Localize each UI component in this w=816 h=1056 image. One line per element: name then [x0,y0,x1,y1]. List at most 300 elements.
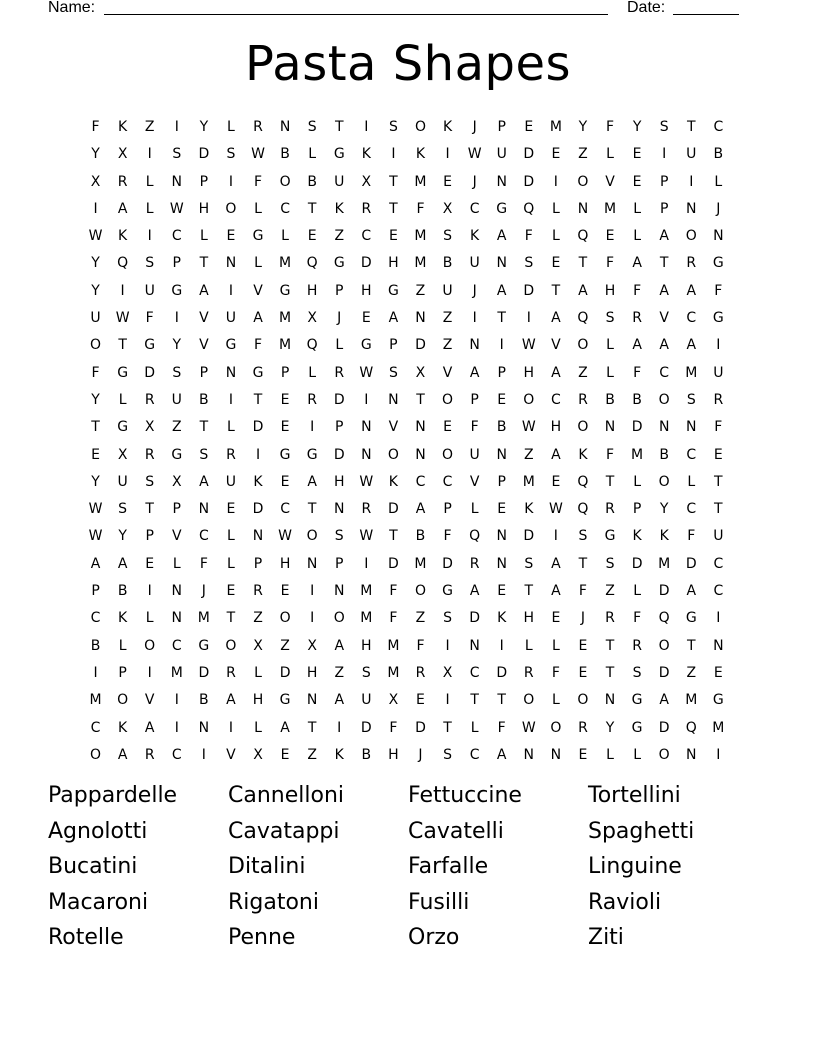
grid-letter: C [713,583,724,600]
grid-letter: I [553,528,558,545]
grid-letter: A [551,446,561,463]
grid-letter: P [659,173,669,190]
grid-letter: E [497,501,507,518]
grid-letter: G [442,583,453,600]
grid-letter: I [716,610,721,627]
word-list-item: Bucatini [48,854,138,879]
grid-letter: F [633,364,642,381]
grid-letter: T [307,719,317,736]
grid-letter: P [389,337,398,354]
grid-row [82,223,732,250]
grid-letter: E [524,119,534,135]
name-line[interactable] [104,14,608,15]
grid-row [82,387,732,414]
grid-letter: P [253,555,263,572]
grid-letter: Q [658,610,670,627]
grid-letter: G [225,337,237,354]
grid-letter: E [280,419,290,436]
grid-letter: E [578,746,588,763]
grid-row [82,360,732,387]
word-list-item: Cavatelli [408,818,504,844]
grid-letter: V [469,473,480,490]
grid-letter: A [659,282,669,299]
grid-letter: C [361,228,372,245]
grid-letter: I [93,664,98,681]
grid-letter: W [359,364,374,381]
grid-letter: N [658,419,670,436]
grid-letter: O [577,173,589,190]
grid-letter: I [689,173,694,190]
grid-letter: A [117,200,128,217]
grid-letter: N [361,419,372,436]
grid-letter: G [306,446,318,463]
grid-letter: H [604,282,616,299]
grid-letter: G [333,146,345,163]
grid-letter: C [171,746,182,763]
grid-letter: R [578,391,588,408]
grid-letter: A [686,583,697,600]
grid-letter: P [632,501,642,518]
grid-letter: F [443,528,452,545]
grid-letter: V [199,337,209,354]
grid-letter: G [496,200,508,217]
grid-letter: G [144,337,156,354]
grid-letter: A [307,473,317,490]
grid-letter: S [443,228,452,245]
grid-letter: H [361,637,372,654]
name-label: Name: [48,0,96,16]
grid-letter: N [496,255,507,272]
grid-letter: U [361,692,372,709]
grid-letter: T [226,610,236,627]
grid-letter: W [278,528,292,545]
grid-letter: H [252,692,264,709]
grid-letter: B [713,146,724,163]
grid-letter: C [280,501,290,518]
grid-letter: N [686,200,697,217]
grid-letter: G [712,310,724,327]
grid-letter: N [415,446,426,463]
grid-letter: W [88,501,103,518]
grid-letter: F [91,364,100,381]
grid-letter: O [658,391,670,408]
grid-letter: N [225,255,237,272]
grid-letter: A [388,310,399,327]
grid-row [82,633,732,660]
grid-letter: E [280,391,290,408]
grid-letter: R [605,610,615,627]
grid-letter: D [360,719,372,736]
grid-letter: P [335,419,344,436]
grid-letter: T [145,501,154,518]
grid-letter: I [174,719,179,736]
grid-letter: A [144,719,155,736]
grid-letter: T [605,473,615,490]
grid-letter: A [496,282,507,299]
grid-letter: I [228,719,233,736]
grid-letter: Q [469,528,481,545]
grid-letter: L [118,391,127,408]
grid-letter: F [551,664,560,681]
grid-letter: Y [632,119,642,135]
grid-letter: D [658,664,670,681]
grid-letter: C [469,200,480,217]
grid-letter: C [686,501,697,518]
grid-letter: I [472,310,477,327]
grid-letter: U [496,146,507,163]
grid-letter: M [414,228,427,245]
grid-letter: S [118,501,128,518]
grid-letter: T [578,255,588,272]
grid-letter: T [199,255,209,272]
grid-letter: R [469,555,480,572]
grid-letter: Z [578,364,588,381]
grid-letter: R [632,637,642,654]
grid-letter: M [414,255,427,272]
grid-letter: E [388,228,398,245]
grid-letter: X [171,473,182,490]
grid-letter: Q [577,473,589,490]
grid-letter: R [144,391,155,408]
grid-letter: V [388,419,399,436]
grid-letter: I [445,637,450,654]
date-label: Date: [627,0,666,16]
grid-letter: D [658,583,670,600]
grid-letter: B [415,528,426,545]
grid-letter: N [469,637,480,654]
grid-letter: T [470,692,479,709]
grid-letter: Q [577,501,589,518]
grid-letter: I [228,282,233,299]
grid-letter: O [90,746,102,763]
grid-letter: Q [306,337,318,354]
grid-letter: E [632,146,642,163]
grid-letter: B [632,391,642,408]
grid-letter: I [391,146,396,163]
grid-letter: I [93,200,98,217]
grid-letter: Q [577,228,589,245]
grid-letter: E [497,391,507,408]
grid-letter: E [497,583,507,600]
grid-letter: X [144,419,155,436]
grid-letter: O [442,446,454,463]
grid-letter: I [553,173,558,190]
grid-letter: O [279,610,291,627]
grid-letter: A [659,337,669,354]
grid-letter: N [306,692,318,709]
grid-letter: S [172,146,182,163]
grid-letter: D [360,255,372,272]
grid-letter: T [524,583,534,600]
grid-letter: J [472,282,477,299]
grid-row [82,332,732,359]
grid-letter: T [307,200,317,217]
grid-letter: F [253,173,263,190]
grid-letter: W [251,146,265,163]
grid-letter: M [522,473,535,490]
grid-letter: C [713,119,724,135]
grid-letter: G [252,228,264,245]
grid-letter: Z [605,583,615,600]
grid-letter: B [659,446,669,463]
word-list-item: Agnolotti [48,818,148,844]
grid-letter: V [226,746,236,763]
grid-letter: R [523,664,534,681]
grid-letter: J [716,200,721,217]
grid-letter: L [633,473,641,490]
grid-letter: A [199,473,209,490]
grid-letter: K [632,528,642,545]
grid-letter: B [117,583,128,600]
grid-letter: A [686,337,697,354]
grid-letter: P [91,583,100,600]
grid-letter: E [632,173,642,190]
word-list-item: Cavatappi [228,818,340,844]
grid-letter: C [90,719,101,736]
grid-letter: V [199,310,209,327]
grid-letter: M [603,200,617,217]
grid-letter: A [253,310,263,327]
grid-letter: R [686,255,697,272]
date-line[interactable] [673,14,739,15]
grid-letter: K [361,146,371,163]
grid-letter: F [714,419,723,436]
grid-letter: E [443,173,452,190]
grid-letter: O [414,119,426,135]
grid-letter: E [713,446,723,463]
grid-letter: H [361,282,372,299]
grid-letter: A [659,228,669,245]
grid-letter: I [147,583,152,600]
grid-letter: X [388,692,399,709]
grid-letter: U [713,528,724,545]
grid-letter: Z [171,419,182,436]
grid-letter: D [631,555,643,572]
grid-letter: X [442,664,453,681]
grid-letter: X [90,173,101,190]
grid-letter: N [415,310,426,327]
grid-row [82,523,732,550]
grid-row [82,469,732,496]
grid-letter: O [523,692,535,709]
grid-letter: U [469,255,480,272]
grid-letter: J [418,746,423,763]
grid-letter: A [280,719,290,736]
grid-letter: P [199,173,209,190]
grid-letter: B [496,419,507,436]
grid-letter: N [550,746,562,763]
grid-letter: V [171,528,182,545]
grid-letter: O [658,637,670,654]
grid-letter: L [199,228,208,245]
grid-letter: K [442,119,453,135]
grid-letter: G [387,282,399,299]
letter-grid [82,114,732,769]
grid-letter: F [633,282,642,299]
grid-letter: A [90,555,101,572]
grid-letter: Z [442,337,453,354]
grid-letter: W [115,310,130,327]
grid-letter: B [442,255,453,272]
grid-letter: S [361,664,371,681]
grid-letter: V [551,337,561,354]
grid-letter: G [279,692,291,709]
grid-letter: A [496,228,507,245]
grid-letter: L [633,746,641,763]
grid-letter: I [662,146,667,163]
grid-letter: Y [91,473,100,490]
grid-letter: U [334,173,345,190]
grid-letter: I [228,173,233,190]
grid-letter: L [606,746,614,763]
grid-letter: C [171,637,182,654]
grid-letter: M [685,364,698,381]
grid-letter: K [118,719,128,736]
grid-letter: K [118,610,128,627]
grid-row [82,551,732,578]
grid-letter: S [686,391,696,408]
grid-letter: D [333,391,345,408]
grid-letter: R [226,446,236,463]
grid-letter: I [364,555,369,572]
grid-letter: L [551,637,560,654]
grid-letter: J [337,310,342,327]
grid-letter: X [307,310,317,327]
grid-letter: M [197,610,210,627]
grid-letter: S [334,528,344,545]
grid-letter: Y [91,282,100,299]
grid-letter: C [90,610,101,627]
grid-row [82,196,732,223]
grid-letter: S [659,119,669,135]
grid-letter: O [333,610,345,627]
grid-letter: G [117,364,129,381]
grid-letter: N [252,528,264,545]
grid-letter: M [387,664,400,681]
word-list-item: Cannelloni [228,783,345,808]
grid-row [82,496,732,523]
grid-letter: K [334,200,344,217]
grid-letter: R [226,664,236,681]
grid-letter: C [659,364,670,381]
grid-letter: R [307,391,318,408]
grid-letter: W [548,501,563,518]
grid-letter: G [604,528,616,545]
grid-letter: Y [199,119,209,135]
grid-letter: X [415,364,426,381]
grid-letter: I [147,228,152,245]
grid-letter: M [279,337,292,354]
grid-letter: I [337,719,342,736]
grid-letter: Y [659,501,669,518]
grid-letter: T [253,391,263,408]
grid-letter: S [388,364,398,381]
grid-letter: L [470,501,479,518]
grid-letter: R [713,391,724,408]
grid-letter: D [252,419,264,436]
grid-letter: G [252,364,264,381]
grid-letter: M [658,555,671,572]
grid-letter: Q [523,200,535,217]
grid-letter: Y [118,528,127,545]
grid-letter: T [118,337,127,354]
grid-letter: G [171,282,183,299]
grid-letter: O [414,583,426,600]
grid-letter: I [147,664,152,681]
grid-letter: T [714,501,723,518]
grid-letter: Z [415,610,426,627]
grid-letter: G [171,446,183,463]
grid-letter: P [497,473,506,490]
word-list-item: Fettuccine [408,783,522,808]
grid-letter: E [307,228,317,245]
grid-letter: E [226,501,236,518]
grid-letter: F [470,419,479,436]
grid-letter: Z [578,146,588,163]
grid-letter: Q [577,310,589,327]
grid-letter: O [658,473,670,490]
grid-letter: D [415,337,426,354]
grid-letter: F [199,555,208,572]
grid-letter: R [144,446,155,463]
grid-letter: N [279,119,291,135]
grid-letter: H [388,746,399,763]
grid-letter: L [227,119,235,135]
grid-letter: P [172,255,181,272]
grid-letter: Z [334,228,345,245]
grid-letter: H [523,610,535,627]
grid-letter: B [199,391,209,408]
grid-letter: D [523,173,535,190]
grid-letter: D [388,555,399,572]
grid-letter: T [686,637,696,654]
grid-letter: T [307,501,317,518]
grid-letter: R [605,501,615,518]
grid-letter: A [686,282,697,299]
grid-letter: F [687,528,696,545]
grid-letter: V [144,692,155,709]
grid-letter: R [415,664,426,681]
grid-row [82,278,732,305]
grid-letter: G [360,337,372,354]
grid-letter: B [361,746,372,763]
grid-letter: Y [605,719,615,736]
grid-letter: Z [253,610,263,627]
grid-letter: A [632,337,642,354]
grid-letter: O [577,337,589,354]
grid-row [82,250,732,277]
grid-letter: C [280,200,290,217]
grid-letter: F [145,310,154,327]
grid-row [82,442,732,469]
word-list-item: Penne [228,925,296,950]
grid-letter: L [687,473,696,490]
grid-letter: E [578,637,588,654]
grid-letter: N [577,200,589,217]
grid-letter: S [172,364,182,381]
grid-letter: A [551,583,561,600]
word-list-item: Rigatoni [228,889,319,915]
grid-letter: R [253,119,263,135]
grid-letter: K [497,610,507,627]
grid-letter: Z [144,119,155,135]
word-list-item: Orzo [408,925,460,950]
grid-letter: O [90,337,102,354]
word-list-item: Macaroni [48,889,149,915]
grid-letter: O [550,719,562,736]
grid-letter: M [549,119,562,135]
grid-letter: A [334,637,345,654]
